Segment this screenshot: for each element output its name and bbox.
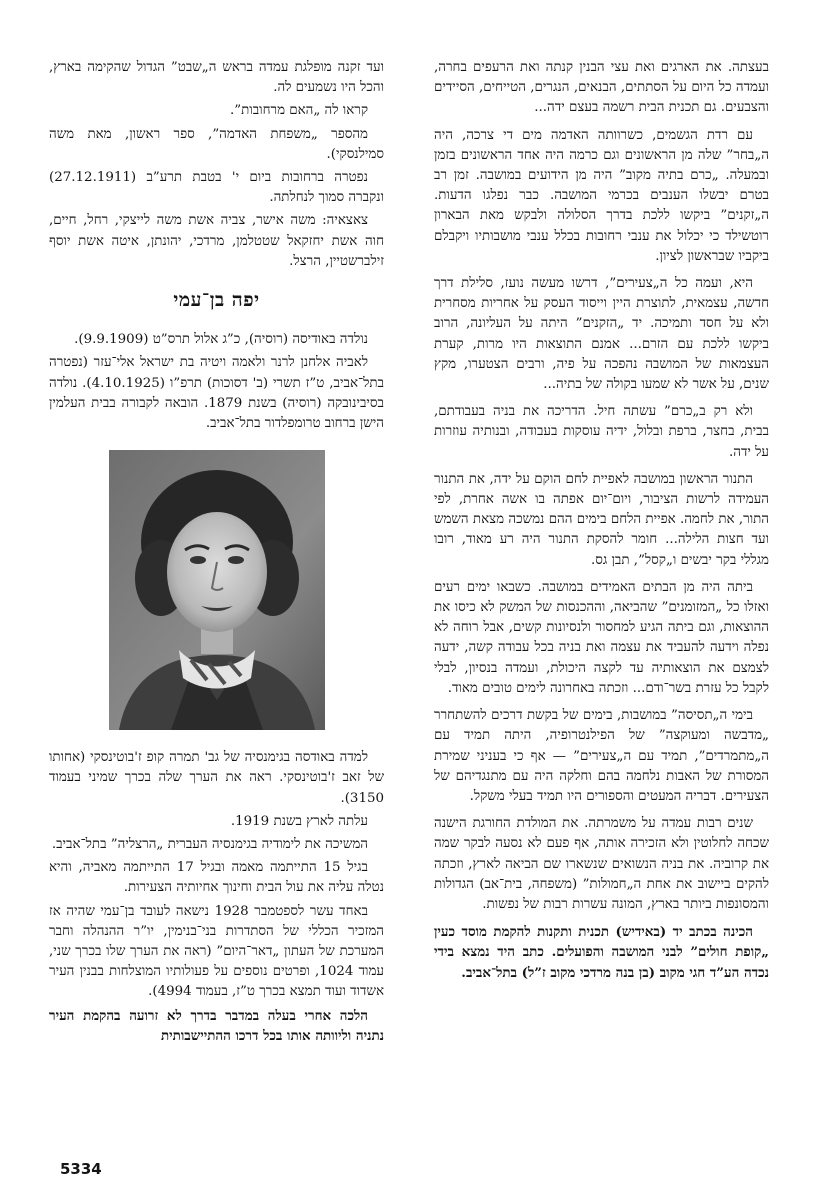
paragraph: הכינה בכתב יד (באידיש) תכנית ותקנות להקמת מוסד כעין „קופת חולים” לבני המושבה והפועלים. כתב היד נמצא בידי נכדה הע”ד חגי מקוב (בן בנה מרדכי מקוב ז”ל) בתל־אביב. [434,924,769,981]
paragraph: בעצתה. את הארגים ואת עצי הבנין קנתה ואת הרעפים בחרה, ועמדה כל היום על הסתתים, הבנאים, הנגרים, הטייחים, הסיידים והצבעים. גם תכנית הבית רשמה בעצם ידה... [434,60,769,116]
paragraph: באחד עשר לספטמבר 1928 נישאה לעובד בן־עמי שהיה אז המזכיר הכללי של הסתדרות בני־בנימין, יו”ר ההנהלה וחבר המערכת של העתון „דאר־היום” (ראה את הערך שלו בכרך שני, עמוד 1024, ופרטים נוספים על פעולותיו המוצלחות בבנין העיר אשדוד ועוד תמצא בכרך ט”ז, בעמוד 4994). [49,903,384,1000]
paragraph: ולא רק ב„כרם” עשתה חיל. הדריכה את בניה בעבודתם, בבית, בחצר, ברפת ובלול, ידיה עוסקות בעבודה, ובנותיה עוזרות על ידה. [434,404,769,460]
paragraph: בימי ה„תסיסה” במושבות, בימים של בקשת דרכים להשתחרר „מדבשה ומעוקצה” של הפילנטרופיה, היתה תמיד עם ה„מתמרדים”, תמיד עם ה„צעירים” — אף כי בעניני שמירת המסורת של האבות נלחמה בהם וחלקה היה עם מתנגדיהם של הצעירים. דבריה המעטים והספורים היו תמיד בעלי משקל. [434,708,769,804]
paragraph: ועד זקנה מופלגת עמדה בראש ה„שבט” הגדול שהקימה בארץ, והכל היו נשמעים לה. [49,60,384,96]
paragraph: שנים רבות עמדה על משמרתה. את המולדת החורגת הישנה שכחה לחלוטין ולא הזכירה אותה, אף פעם לא נסעה לבקר שמה את קרוביה. את בניה הנשואים שנשארו שם הביאה לארץ, וזכתה להקים ביישוב את אחת ה„חמולות” (משפחה, בית־אב) הגדולות והמסונפות ביותר בארץ, המונה עשרות רבות של נפשות. [434,816,769,912]
paragraph: ביתה היה מן הבתים האמידים במושבה. כשבאו ימים רעים ואזלו כל „המזומנים” שהביאה, וההכנסות של המשק לא כיסו את ההוצאות, וגם ביתה הגיע למחסור ולנסיונות קשים, אבל רוחה לא נפלה וידעה להעביד את עצמה ואת בניה בכל עבודה קשה, ידעה לצמצם את הוצאותיה עד לקצה היכולת, ועמדה בנסיון, לבלי לקבל כל עזרת בשר־ודם... וזכתה באחרונה לימים טובים מאוד. [434,579,769,696]
right-column [434,58,769,990]
bio-title: יפה בן־עמי [173,289,260,312]
paragraph: הלכה אחרי בעלה במדבר בדרך לא זרועה בהקמת העיר נתניה וליוותה אותו בכל דרכו ההתיישבותית [49,1007,384,1044]
paragraph: נפטרה ברחובות ביום י' בטבת תרע”ב (27.12.1911) ונקברה סמוך לנחלתה. [49,170,384,206]
left-column [49,58,384,1049]
paragraph: המשיכה את לימודיה בגימנסיה העברית „הרצליה” בתל־אביב. [51,837,368,853]
paragraph: נולדה באודיסה (רוסיה), כ”ג אלול תרס”ט (9.9.1909). [74,332,368,348]
paragraph: עם רדת הגשמים, כשרוותה האדמה מים די צרכה, היה ה„בחר” שלה מן הראשונים וגם כרמה היה אחד הראשונים בזמן ובמעלה. „כרם בתיה מקוב” היה מן הידועים במושבה. זמן רב בטרם יבשלו הענבים בכרמי המושבה. כבר נפלגו הדעות. ה„זקנים” ביקשו ללכת בדרך הסלולה ולבקש מאת הבארון רוטשילד כי יכלול את ענבי רחובות בכלל ענבי מושבותיו ויקבלם ביקביו שבראשון לציון. [434,127,769,264]
paragraph: לאביה אלחנן לרנר ולאמה ויטיה בת ישראל אלי־עזר (נפטרה בתל־אביב, ט”ז תשרי (ב' דסוכות) תרפ”ו (4.10.1925). נולדה בסיבינובקה (רוסיה) בשנת 1879. הובאה לקבורה בבית העלמין הישן ברחוב טרומפלדור בתל־אביב. [49,355,385,432]
portrait-photo [109,450,325,730]
paragraph: עלתה לארץ בשנת 1919. [230,813,368,829]
descendants-paragraph: צאצאיה: משה אישר, צביה אשת משה לייצקי, רחל, חיים, חוה אשת יחזקאל שטטלמן, מרדכי, יהונתן, איטה אשת יוסף זילברשטיין, הרצל. [49,213,384,269]
paragraph: מהספר „משפחת האדמה”, ספר ראשון, מאת משה סמילנסקי). [49,126,384,162]
paragraph: בגיל 15 התייתמה מאמה ובגיל 17 התייתמה מאביה, והיא נטלה עליה את עול הבית וחינוך אחיותיה הצעירות. [49,860,384,896]
paragraph: היא, ועמה כל ה„צעירים”, דרשו מעשה נועז, סלילת דרך חדשה, עצמאית, לתוצרת היין וייסוד העסק על אחריות מסחרית ולא על חסד ותמיכה. יד „הזקנים” היתה על העליונה, הרוב ביקשו ללכת עם הזרם... אמנם התוצאות היו מרות, קערת העצמאות של המושבה נהפכה על פיה, ורבים הצטערו, מקץ שנים, על אשר לא שמעו בקולה של בתיה... [434,276,769,393]
paragraph: התנור הראשון במושבה לאפיית לחם הוקם על ידה, את התנור העמידה לרשות הציבור, ויום־יום אפתה בו אשה אחרת, לפי התור, את לחמה. אפיית הלחם בימים ההם נמשכה מצאת השמש ועד חצות הלילה... חומר להסקת התנור היה רע מאוד, רובו מגללי בקר יבשים ו„קסל”, תבן גס. [434,471,769,568]
paragraph: למדה באודסה בגימנסיה של גב' תמרה קופ ז'בוטינסקי (אחותו של זאב ז'בוטינסקי. ראה את הערך שלה בכרך שמיני בעמוד 3150). [49,750,384,806]
paragraph: קראו לה „האם מרחובות”. [230,103,368,119]
page-number: 5334 [60,1160,102,1178]
